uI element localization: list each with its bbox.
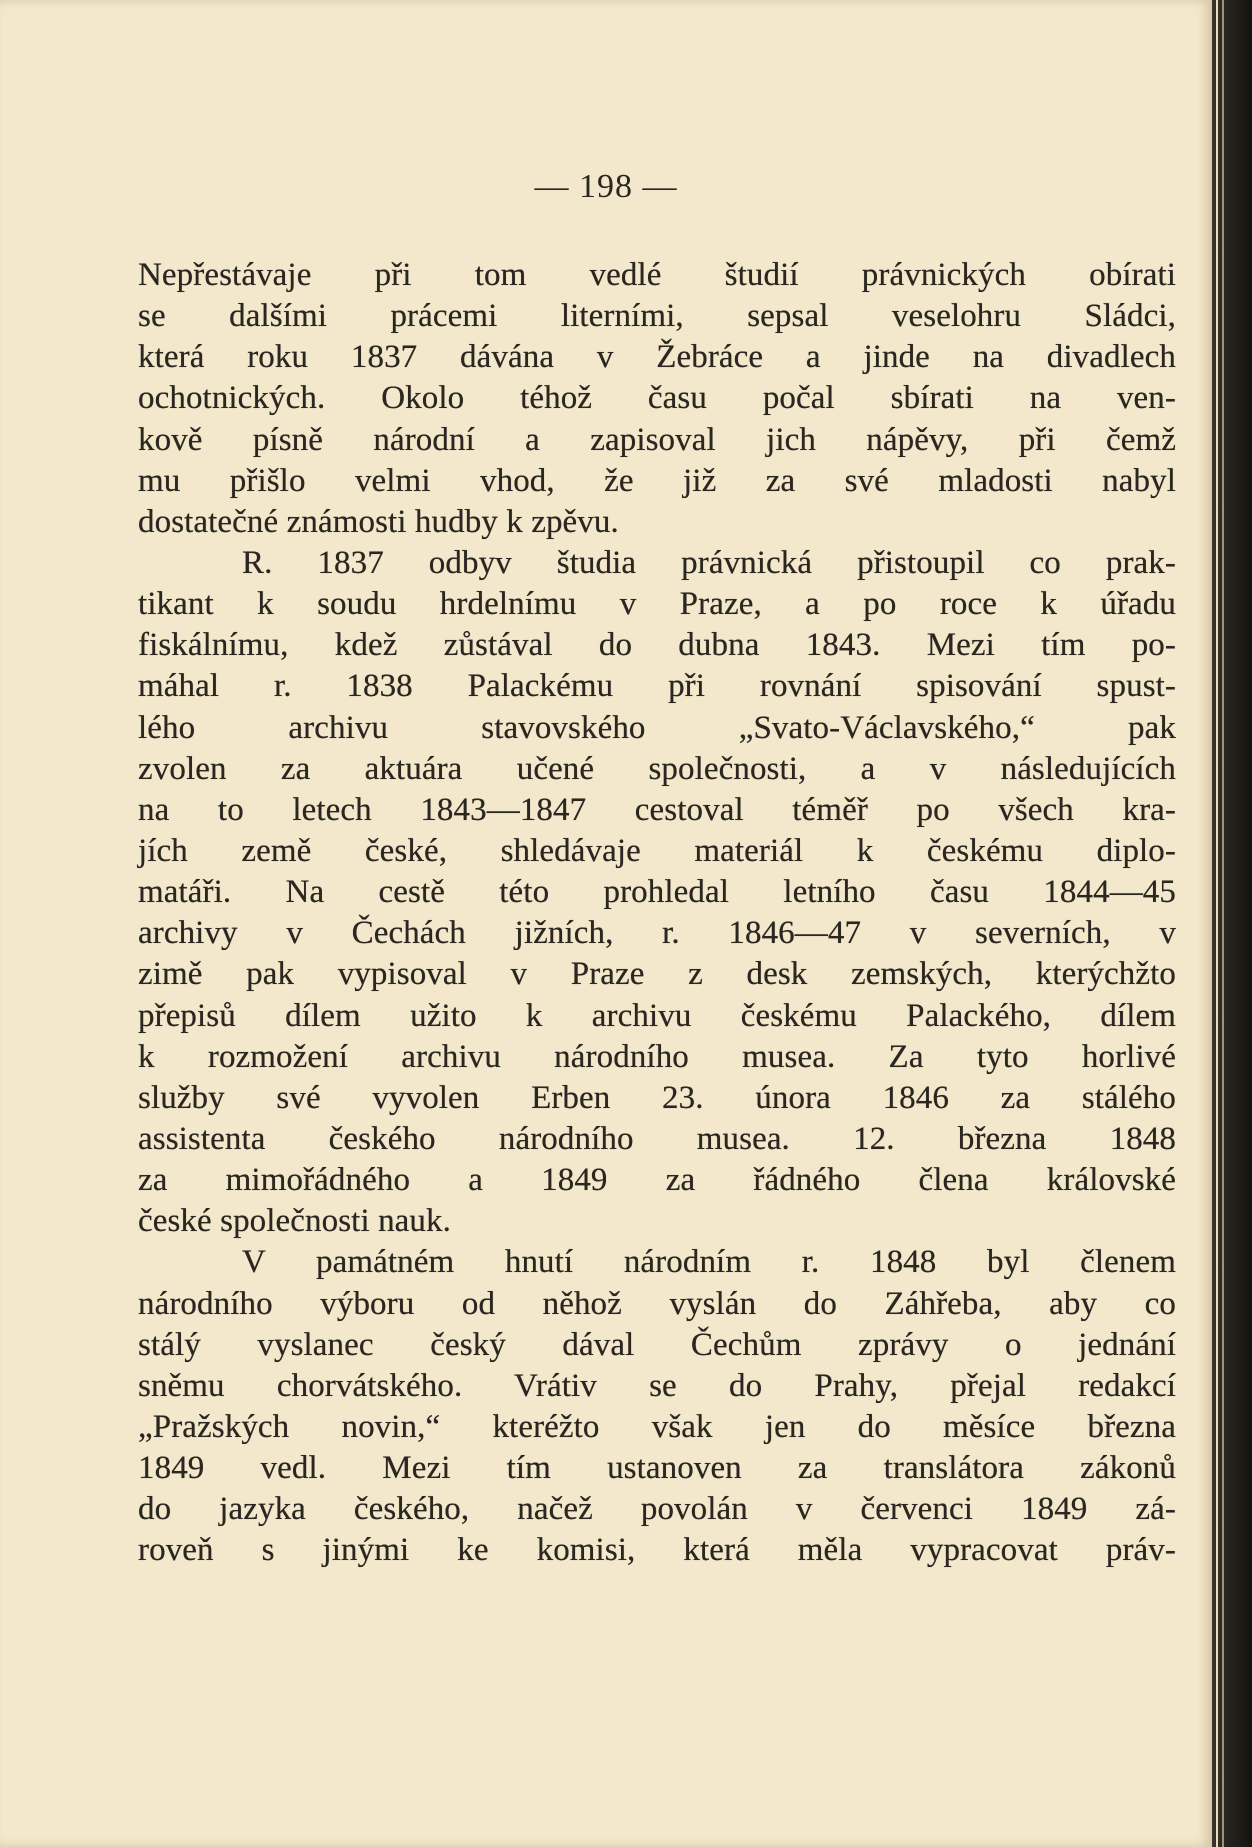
text-line: se dalšími prácemi literními, sepsal veselohru Sládci, [138, 298, 1176, 335]
text-line: mu přišlo velmi vhod, že již za své mladosti nabyl [138, 462, 1176, 499]
text-line: kově písně národní a zapisoval jich nápěvy, při čemž [138, 421, 1176, 458]
text-line: ochotnických. Okolo téhož času počal sbírati na ven- [138, 380, 1176, 417]
page-number: — 198 — [534, 168, 678, 205]
text-line: „Pražských novin,“ kteréžto však jen do měsíce března [138, 1408, 1176, 1445]
text-line: dostatečné známosti hudby k zpěvu. [138, 503, 619, 540]
text-line: Nepřestávaje při tom vedlé študií právnických obírati [138, 257, 1176, 293]
text-line: lého archivu stavovského „Svato-Václavského,“ pak [138, 709, 1176, 746]
text-line: R. 1837 odbyv študia právnická přistoupil co prak- [242, 544, 1176, 581]
text-line: V památném hnutí národním r. 1848 byl členem [242, 1244, 1176, 1281]
page-edge-binding [1212, 0, 1252, 1847]
text-line: fiskálnímu, kdež zůstával do dubna 1843. Mezi tím po- [138, 627, 1176, 664]
text-line: jích země české, shledávaje materiál k českému diplo- [138, 832, 1176, 869]
text-line: 1849 vedl. Mezi tím ustanoven za translátora zákonů [138, 1450, 1176, 1487]
text-line: za mimořádného a 1849 za řádného člena královské [138, 1162, 1176, 1199]
text-line: tikant k soudu hrdelnímu v Praze, a po roce k úřadu [138, 586, 1176, 623]
text-line: stálý vyslanec český dával Čechům zprávy o jednání [138, 1326, 1176, 1363]
text-line: přepisů dílem užito k archivu českému Palackého, dílem [138, 997, 1176, 1034]
body-text [138, 255, 1176, 1572]
text-line: na to letech 1843—1847 cestoval téměř po všech kra- [138, 791, 1176, 828]
text-line: zvolen za aktuára učené společnosti, a v následujících [138, 750, 1176, 787]
text-line: k rozmožení archivu národního musea. Za tyto horlivé [138, 1038, 1176, 1075]
text-line: máhal r. 1838 Palackému při rovnání spisování spust- [138, 668, 1176, 705]
text-line: assistenta českého národního musea. 12. března 1848 [138, 1120, 1176, 1157]
text-line: zimě pak vypisoval v Praze z desk zemských, kterýchžto [138, 956, 1176, 993]
text-line: do jazyka českého, načež povolán v červenci 1849 zá- [138, 1491, 1176, 1528]
text-line: která roku 1837 dávána v Žebráce a jinde na divadlech [138, 339, 1176, 376]
text-line: archivy v Čechách jižních, r. 1846—47 v severních, v [138, 915, 1176, 952]
text-line: národního výboru od něhož vyslán do Záhřeba, aby co [138, 1285, 1176, 1322]
text-line: služby své vyvolen Erben 23. února 1846 za stálého [138, 1079, 1176, 1116]
text-line: české společnosti nauk. [138, 1203, 451, 1240]
text-line: roveň s jinými ke komisi, která měla vypracovat práv- [138, 1532, 1176, 1569]
text-line: matáři. Na cestě této prohledal letního času 1844—45 [138, 874, 1176, 911]
text-line: sněmu chorvátského. Vrátiv se do Prahy, přejal redakcí [138, 1367, 1176, 1404]
